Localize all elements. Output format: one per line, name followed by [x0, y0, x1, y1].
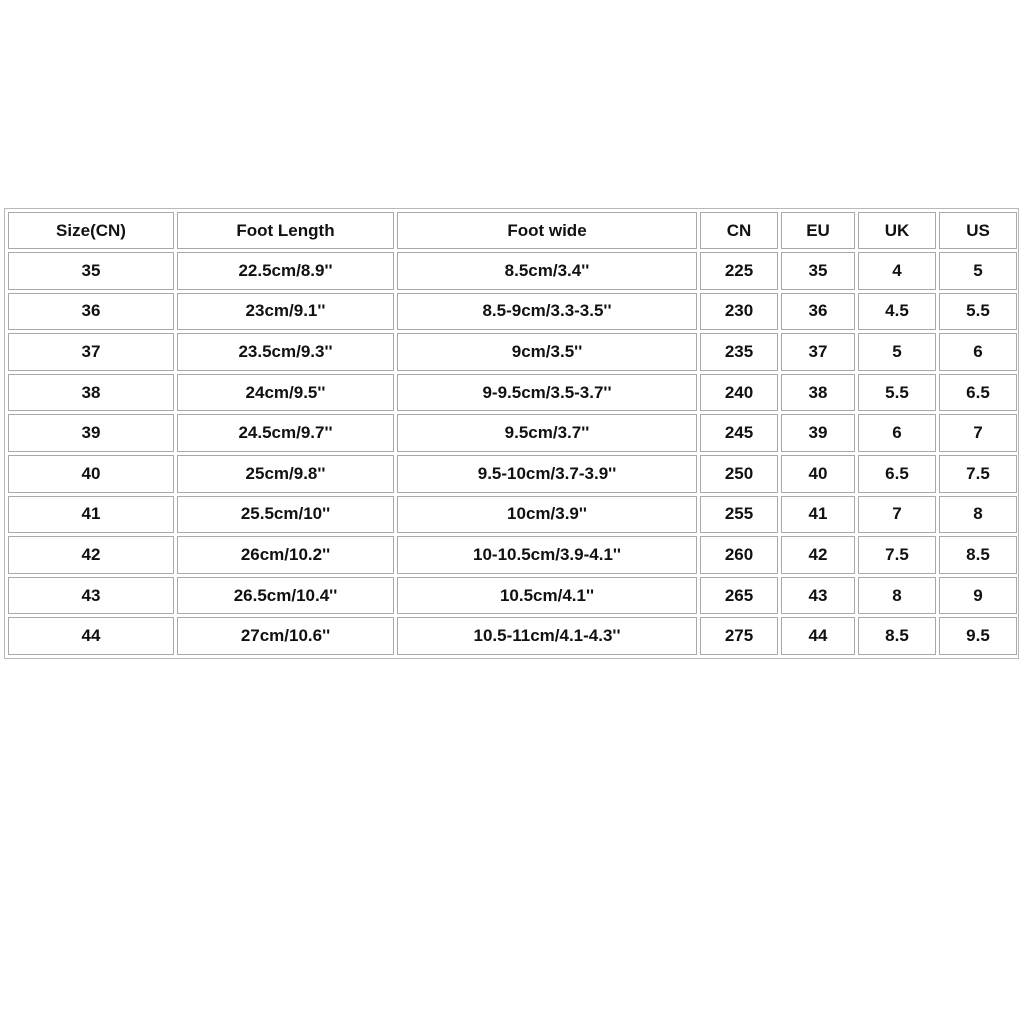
cell-foot-wide: 8.5-9cm/3.3-3.5''	[397, 293, 697, 331]
cell-uk: 7.5	[858, 536, 936, 574]
cell-size-cn: 40	[8, 455, 174, 493]
cell-uk: 6.5	[858, 455, 936, 493]
table-row	[8, 496, 1017, 534]
cell-foot-wide: 9-9.5cm/3.5-3.7''	[397, 374, 697, 412]
cell-foot-length: 25cm/9.8''	[177, 455, 394, 493]
header-foot-length: Foot Length	[177, 212, 394, 249]
size-chart	[4, 208, 1019, 659]
cell-uk: 4.5	[858, 293, 936, 331]
table-header-row	[8, 212, 1017, 249]
cell-us: 9.5	[939, 617, 1017, 655]
cell-eu: 43	[781, 577, 855, 615]
cell-foot-wide: 9cm/3.5''	[397, 333, 697, 371]
cell-cn: 265	[700, 577, 778, 615]
cell-uk: 8	[858, 577, 936, 615]
table-row	[8, 455, 1017, 493]
table-row	[8, 536, 1017, 574]
cell-us: 7	[939, 414, 1017, 452]
cell-size-cn: 36	[8, 293, 174, 331]
cell-cn: 275	[700, 617, 778, 655]
cell-eu: 40	[781, 455, 855, 493]
table-row	[8, 577, 1017, 615]
cell-size-cn: 39	[8, 414, 174, 452]
header-size-cn: Size(CN)	[8, 212, 174, 249]
cell-foot-wide: 8.5cm/3.4''	[397, 252, 697, 290]
table-row	[8, 293, 1017, 331]
cell-us: 5.5	[939, 293, 1017, 331]
cell-foot-length: 23cm/9.1''	[177, 293, 394, 331]
cell-uk: 6	[858, 414, 936, 452]
cell-foot-wide: 10.5-11cm/4.1-4.3''	[397, 617, 697, 655]
cell-eu: 42	[781, 536, 855, 574]
header-eu: EU	[781, 212, 855, 249]
cell-eu: 41	[781, 496, 855, 534]
cell-uk: 7	[858, 496, 936, 534]
cell-eu: 37	[781, 333, 855, 371]
cell-eu: 39	[781, 414, 855, 452]
cell-foot-wide: 9.5-10cm/3.7-3.9''	[397, 455, 697, 493]
cell-us: 8	[939, 496, 1017, 534]
table-body	[8, 252, 1017, 655]
table-row	[8, 414, 1017, 452]
size-table	[5, 209, 1020, 658]
cell-size-cn: 43	[8, 577, 174, 615]
cell-foot-length: 23.5cm/9.3''	[177, 333, 394, 371]
cell-us: 8.5	[939, 536, 1017, 574]
cell-cn: 235	[700, 333, 778, 371]
cell-foot-length: 27cm/10.6''	[177, 617, 394, 655]
cell-eu: 36	[781, 293, 855, 331]
cell-eu: 35	[781, 252, 855, 290]
cell-foot-wide: 10cm/3.9''	[397, 496, 697, 534]
cell-size-cn: 38	[8, 374, 174, 412]
table-row	[8, 617, 1017, 655]
cell-us: 6	[939, 333, 1017, 371]
cell-foot-length: 25.5cm/10''	[177, 496, 394, 534]
cell-foot-wide: 9.5cm/3.7''	[397, 414, 697, 452]
cell-cn: 260	[700, 536, 778, 574]
cell-cn: 250	[700, 455, 778, 493]
table-row	[8, 252, 1017, 290]
cell-size-cn: 35	[8, 252, 174, 290]
header-cn: CN	[700, 212, 778, 249]
cell-eu: 44	[781, 617, 855, 655]
cell-eu: 38	[781, 374, 855, 412]
cell-foot-length: 26cm/10.2''	[177, 536, 394, 574]
cell-cn: 230	[700, 293, 778, 331]
cell-us: 6.5	[939, 374, 1017, 412]
cell-foot-wide: 10.5cm/4.1''	[397, 577, 697, 615]
cell-foot-wide: 10-10.5cm/3.9-4.1''	[397, 536, 697, 574]
table-row	[8, 333, 1017, 371]
cell-us: 5	[939, 252, 1017, 290]
cell-us: 9	[939, 577, 1017, 615]
header-us: US	[939, 212, 1017, 249]
cell-size-cn: 44	[8, 617, 174, 655]
cell-size-cn: 41	[8, 496, 174, 534]
cell-uk: 5	[858, 333, 936, 371]
cell-uk: 4	[858, 252, 936, 290]
header-foot-wide: Foot wide	[397, 212, 697, 249]
cell-cn: 240	[700, 374, 778, 412]
cell-cn: 255	[700, 496, 778, 534]
header-uk: UK	[858, 212, 936, 249]
cell-foot-length: 22.5cm/8.9''	[177, 252, 394, 290]
cell-us: 7.5	[939, 455, 1017, 493]
cell-uk: 8.5	[858, 617, 936, 655]
cell-size-cn: 37	[8, 333, 174, 371]
cell-size-cn: 42	[8, 536, 174, 574]
table-row	[8, 374, 1017, 412]
cell-foot-length: 26.5cm/10.4''	[177, 577, 394, 615]
cell-foot-length: 24cm/9.5''	[177, 374, 394, 412]
cell-foot-length: 24.5cm/9.7''	[177, 414, 394, 452]
cell-cn: 245	[700, 414, 778, 452]
cell-cn: 225	[700, 252, 778, 290]
cell-uk: 5.5	[858, 374, 936, 412]
